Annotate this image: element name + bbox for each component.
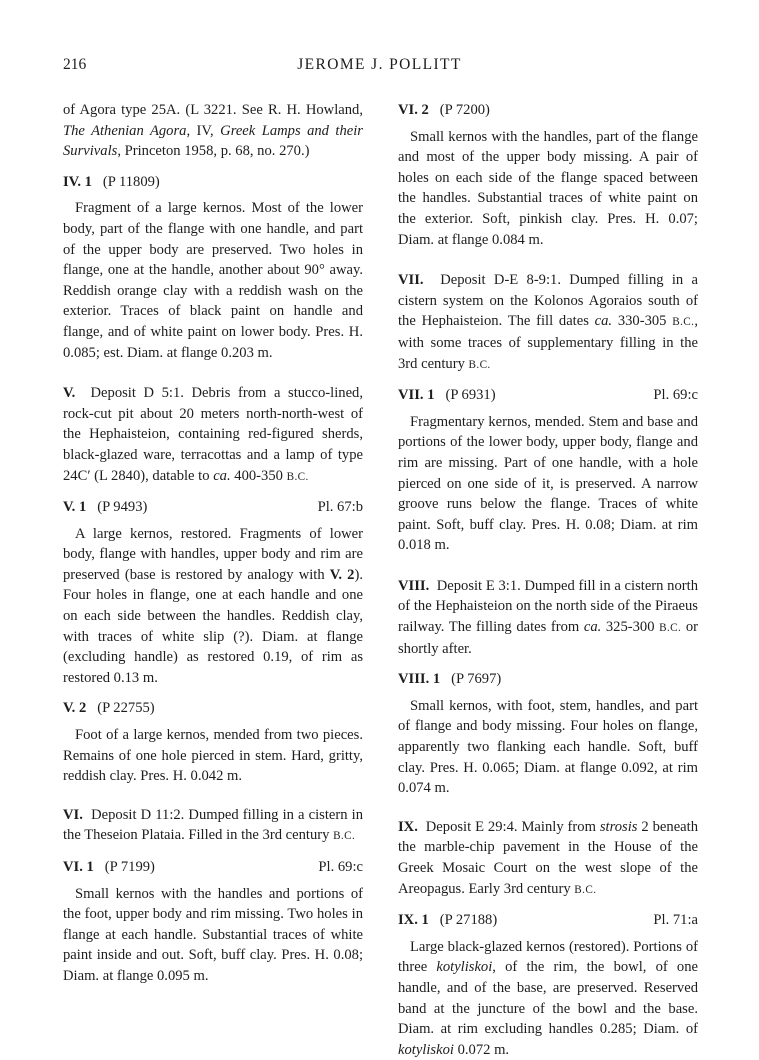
- page-header: [0, 56, 759, 80]
- entry-text-ix-1: Large black-glazed kernos (restored). Portions of three kotyliskoi, of the rim, the bowl, of one handle, and of the base, are preserved. Reserved band at the juncture of the bowl and the base. Diam. at rim excluding handles 0.285; Diam. of kotyliskoi 0.072 m.: [398, 938, 698, 1058]
- entry-text-viii-1: Small kernos, with foot, stem, handles, and part of flange and body missing. Four holes on flange, apparently two flanking each handle. Soft, buff clay. Pres. H. 0.065; Diam. at flange 0.092, at rim 0.074 m.: [398, 697, 698, 797]
- intro-paragraph: of Agora type 25A. (L 3221. See R. H. Howland, The Athenian Agora, IV, Greek Lamps and their Survivals, Princeton 1958, p. 68, no. 270.): [63, 102, 363, 160]
- entry-heading-ix-1: IX. 1 (P 27188) Pl. 71:a: [398, 910, 698, 931]
- entry-heading-v-2: V. 2 (P 22755): [63, 700, 155, 717]
- entry-text-vi-1: Small kernos with the handles and portions of the foot, upper body and rim missing. Two holes in flange at each handle. Substantial traces of white paint inside and out. Soft, buff clay. Pres. H. 0.08; Diam. at flange 0.095 m.: [63, 885, 363, 984]
- entry-text-v-1: A large kernos, restored. Fragments of lower body, flange with handles, upper body and rim are preserved (base is restored by analogy with V. 2). Four holes in flange, one at each handle and one on each side between the handles. Reddish clay, with traces of white slip (?). Diam. at flange (excluding handle) as restored 0.19, of rim as restored 0.13 m.: [63, 525, 363, 686]
- entry-text-v-2: Foot of a large kernos, mended from two pieces. Remains of one hole pierced in stem. Hard, gritty, reddish clay. Pres. H. 0.042 m.: [63, 727, 363, 785]
- deposit-ix: IX. Deposit E 29:4. Mainly from strosis 2 beneath the marble-chip pavement in the House of the Greek Mosaic Court on the west slope of the Areopagus. Early 3rd century B.C.: [398, 818, 698, 897]
- left-column: [63, 100, 363, 987]
- deposit-vi: VI. Deposit D 11:2. Dumped filling in a cistern in the Theseion Plataia. Filled in the 3rd century B.C.: [63, 806, 363, 844]
- entry-heading-vi-2: VI. 2 (P 7200): [398, 102, 490, 118]
- page-number: 216: [63, 56, 87, 73]
- right-column: [398, 100, 698, 1060]
- entry-text-iv-1: Fragment of a large kernos. Most of the lower body, part of the flange with one handle, and part of the upper body are preserved. Two holes in flange, one at the handle, another about 90° away. Reddish orange clay with a reddish wash on the exterior. Traces of black paint on handle and flange, and of white paint on lower body. Pres. H. 0.085; est. Diam. at flange 0.203 m.: [63, 200, 363, 361]
- entry-heading-vii-1: VII. 1 (P 6931) Pl. 69:c: [398, 385, 698, 406]
- running-head: JEROME J. POLLITT: [297, 56, 462, 73]
- entry-heading-v-1: V. 1 (P 9493) Pl. 67:b: [63, 497, 363, 518]
- entry-text-vi-2: Small kernos with the handles, part of the flange and most of the upper body missing. A pair of holes on each side of the flange spaced between the handles. Substantial traces of white paint on the exterior. Soft, pinkish clay. Pres. H. 0.07; Diam. at flange 0.084 m.: [398, 128, 698, 248]
- deposit-viii: VIII. Deposit E 3:1. Dumped fill in a cistern north of the Hephaisteion on the north side of the Piraeus railway. The filling dates from ca. 325-300 B.C. or shortly after.: [398, 577, 698, 657]
- plate-reference: Pl. 69:c: [653, 387, 698, 404]
- entry-heading-iv-1: IV. 1 (P 11809): [63, 173, 160, 190]
- entry-text-vii-1: Fragmentary kernos, mended. Stem and base and portions of the lower body, upper body, flange and rim are missing. Part of one handle, with a hole pierced on one side of it, is preserved. A narrow groove runs below the flange. Traces of white paint. Soft, buff clay. Pres. H. 0.08; Diam. at rim 0.018 m.: [398, 413, 698, 554]
- plate-reference: Pl. 69:c: [318, 859, 363, 875]
- plate-reference: Pl. 71:a: [653, 912, 698, 929]
- deposit-v: V. Deposit D 5:1. Debris from a stucco-lined, rock-cut pit about 20 meters north-north-west of the Hephaisteion, containing red-figured sherds, black-glazed ware, terracottas and a lamp of type 24C′ (L 2840), datable to ca. 400-350 B.C.: [63, 385, 363, 484]
- deposit-vii: VII. Deposit D-E 8-9:1. Dumped filling in a cistern system on the Kolonos Agoraios south of the Hephaisteion. The fill dates ca. 330-305 B.C., with some traces of supplementary filling in the 3rd century B.C.: [398, 272, 698, 372]
- entry-heading-vi-1: VI. 1 (P 7199) Pl. 69:c: [63, 857, 363, 878]
- plate-reference: Pl. 67:b: [317, 499, 363, 516]
- entry-heading-viii-1: VIII. 1 (P 7697): [398, 671, 502, 688]
